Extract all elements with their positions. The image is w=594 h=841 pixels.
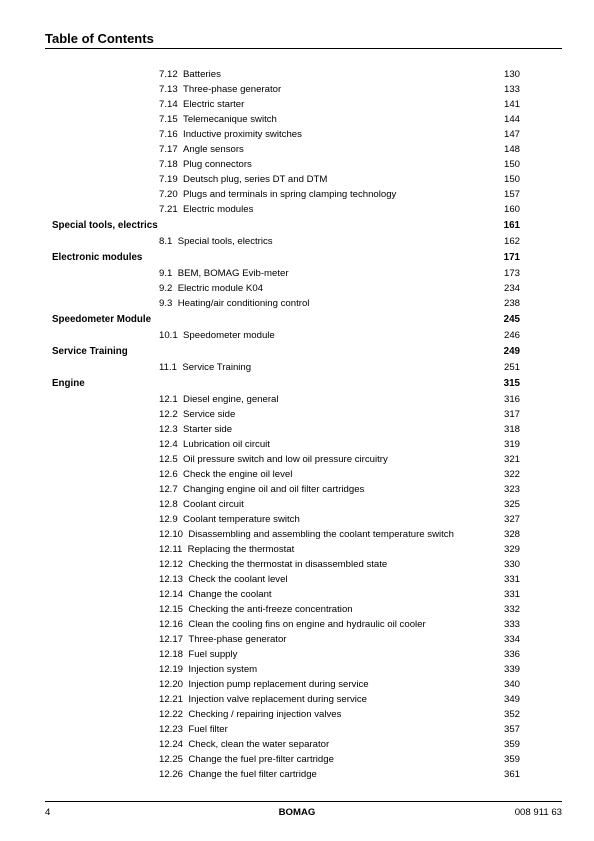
toc-page-number: 251 <box>503 362 520 373</box>
toc-page-number: 173 <box>503 268 520 279</box>
toc-entry-row[interactable] <box>0 527 594 542</box>
toc-entry-number: 7.13 <box>159 84 178 95</box>
header-rule <box>45 48 562 49</box>
toc-page-number: 246 <box>503 330 520 341</box>
footer-page-number: 4 <box>45 807 51 818</box>
toc-page-number: 321 <box>503 454 520 465</box>
toc-entry-title <box>159 437 270 452</box>
toc-entry-title <box>159 677 369 692</box>
toc-entry-number: 11.1 <box>159 362 177 373</box>
toc-entry-title <box>159 692 367 707</box>
toc-entry-title <box>159 202 253 217</box>
toc-entry-text: Injection system <box>188 664 258 675</box>
toc-entry-text: Deutsch plug, series DT and DTM <box>183 174 328 185</box>
toc-entry-text: Three-phase generator <box>188 634 287 645</box>
toc-page-number: 148 <box>503 144 520 155</box>
toc-entry-title <box>159 617 426 632</box>
toc-entry-number: 12.20 <box>159 679 184 690</box>
toc-entry-number: 12.13 <box>159 574 184 585</box>
toc-entry-text: Plug connectors <box>183 159 252 170</box>
toc-entry-number: 10.1 <box>159 330 178 341</box>
toc-entry-number: 12.25 <box>159 754 184 765</box>
toc-entry-text: Fuel filter <box>188 724 228 735</box>
toc-list <box>0 67 594 782</box>
footer-brand: BOMAG <box>278 807 316 818</box>
toc-page-number: 322 <box>503 469 520 480</box>
footer-rule <box>45 801 562 802</box>
toc-entry-row[interactable] <box>0 452 594 467</box>
toc-entry-text: Starter side <box>183 424 233 435</box>
toc-entry-title <box>159 632 287 647</box>
page-title: Table of Contents <box>45 31 154 46</box>
toc-entry-number: 7.19 <box>159 174 178 185</box>
toc-page-number: 340 <box>503 679 520 690</box>
toc-entry-text: Inductive proximity switches <box>183 129 302 140</box>
toc-page-number: 319 <box>503 439 520 450</box>
toc-entry-row[interactable] <box>0 234 594 249</box>
toc-page-number: 234 <box>503 283 520 294</box>
toc-entry-number: 7.15 <box>159 114 178 125</box>
toc-entry-text: Speedometer module <box>183 330 275 341</box>
toc-page-number: 331 <box>503 574 520 585</box>
toc-entry-number: 12.12 <box>159 559 184 570</box>
toc-entry-title <box>159 281 263 296</box>
toc-entry-row[interactable] <box>0 360 594 375</box>
toc-entry-number: 12.17 <box>159 634 184 645</box>
toc-page-number: 147 <box>503 129 520 140</box>
toc-page-number: 329 <box>503 544 520 555</box>
toc-entry-number: 12.19 <box>159 664 184 675</box>
toc-entry-row[interactable] <box>0 752 594 767</box>
toc-entry-row[interactable] <box>0 482 594 497</box>
toc-section-title: Service Training <box>52 346 128 357</box>
toc-page-number: 160 <box>503 204 520 215</box>
toc-entry-number: 12.5 <box>159 454 178 465</box>
toc-entry-text: Diesel engine, general <box>183 394 279 405</box>
toc-entry-row[interactable] <box>0 662 594 677</box>
toc-entry-number: 12.10 <box>159 529 184 540</box>
toc-entry-title <box>159 737 329 752</box>
toc-entry-title <box>159 497 244 512</box>
toc-page-number: 171 <box>503 252 520 263</box>
toc-entry-row[interactable] <box>0 767 594 782</box>
toc-entry-text: Oil pressure switch and low oil pressure circuitry <box>183 454 388 465</box>
toc-entry-row[interactable] <box>0 572 594 587</box>
toc-page-number: 334 <box>503 634 520 645</box>
toc-entry-number: 12.22 <box>159 709 184 720</box>
toc-entry-text: Batteries <box>183 69 221 80</box>
toc-entry-title <box>159 587 272 602</box>
toc-entry-text: Check the engine oil level <box>183 469 293 480</box>
toc-page-number: 357 <box>503 724 520 735</box>
toc-entry-title <box>159 97 244 112</box>
toc-entry-title <box>159 527 454 542</box>
toc-page-number: 332 <box>503 604 520 615</box>
toc-entry-text: Injection pump replacement during service <box>188 679 369 690</box>
toc-entry-text: Lubrication oil circuit <box>183 439 270 450</box>
toc-entry-row[interactable] <box>0 677 594 692</box>
toc-section-title: Special tools, electrics <box>52 220 158 231</box>
toc-entry-row[interactable] <box>0 557 594 572</box>
toc-entry-row[interactable] <box>0 722 594 737</box>
toc-entry-title <box>159 557 387 572</box>
toc-page-number: 333 <box>503 619 520 630</box>
toc-page-number: 150 <box>503 174 520 185</box>
toc-entry-row[interactable] <box>0 467 594 482</box>
toc-entry-text: Checking / repairing injection valves <box>188 709 342 720</box>
toc-page-number: 130 <box>503 69 520 80</box>
toc-page-number: 133 <box>503 84 520 95</box>
toc-entry-number: 12.18 <box>159 649 184 660</box>
toc-entry-row[interactable] <box>0 172 594 187</box>
toc-entry-text: Coolant circuit <box>183 499 244 510</box>
toc-entry-row[interactable] <box>0 632 594 647</box>
toc-entry-number: 12.14 <box>159 589 184 600</box>
toc-entry-text: BEM, BOMAG Evib-meter <box>177 268 289 279</box>
toc-entry-title <box>159 67 221 82</box>
toc-entry-row[interactable] <box>0 202 594 217</box>
toc-page-number: 157 <box>503 189 520 200</box>
toc-entry-title <box>159 296 309 311</box>
toc-entry-number: 12.3 <box>159 424 178 435</box>
toc-page-number: 316 <box>503 394 520 405</box>
toc-entry-title <box>159 647 237 662</box>
toc-entry-number: 12.4 <box>159 439 178 450</box>
toc-entry-text: Electric module K04 <box>177 283 264 294</box>
toc-page-number: 349 <box>503 694 520 705</box>
toc-entry-text: Check, clean the water separator <box>188 739 330 750</box>
toc-entry-number: 9.3 <box>159 298 173 309</box>
toc-entry-row[interactable] <box>0 437 594 452</box>
toc-entry-row[interactable] <box>0 157 594 172</box>
toc-entry-text: Angle sensors <box>183 144 244 155</box>
toc-page-number: 352 <box>503 709 520 720</box>
toc-entry-row[interactable] <box>0 187 594 202</box>
toc-entry-title <box>159 360 251 375</box>
toc-section-row[interactable] <box>0 375 594 392</box>
toc-entry-row[interactable] <box>0 587 594 602</box>
toc-entry-number: 12.8 <box>159 499 178 510</box>
toc-entry-row[interactable] <box>0 407 594 422</box>
toc-entry-title <box>159 172 327 187</box>
toc-entry-text: Plugs and terminals in spring clamping technology <box>183 189 397 200</box>
toc-entry-number: 7.12 <box>159 69 178 80</box>
toc-entry-number: 12.2 <box>159 409 178 420</box>
toc-entry-row[interactable] <box>0 296 594 311</box>
toc-entry-title <box>159 767 317 782</box>
toc-page-number: 162 <box>503 236 520 247</box>
toc-entry-title <box>159 266 289 281</box>
toc-entry-number: 7.21 <box>159 204 178 215</box>
toc-entry-text: Checking the thermostat in disassembled state <box>188 559 388 570</box>
toc-entry-text: Disassembling and assembling the coolant temperature switch <box>188 529 454 540</box>
toc-section-row[interactable] <box>0 217 594 234</box>
toc-entry-number: 12.1 <box>159 394 178 405</box>
toc-entry-text: Electric modules <box>183 204 254 215</box>
toc-entry-row[interactable] <box>0 112 594 127</box>
toc-entry-title <box>159 142 244 157</box>
toc-entry-title <box>159 662 257 677</box>
toc-entry-text: Clean the cooling fins on engine and hydraulic oil cooler <box>188 619 426 630</box>
toc-section-title: Electronic modules <box>52 252 143 263</box>
toc-entry-title <box>159 452 388 467</box>
toc-page-number: 331 <box>503 589 520 600</box>
toc-entry-title <box>159 328 275 343</box>
toc-entry-number: 8.1 <box>159 236 173 247</box>
toc-entry-row[interactable] <box>0 82 594 97</box>
toc-entry-text: Change the fuel pre-filter cartridge <box>188 754 334 765</box>
toc-entry-text: Coolant temperature switch <box>183 514 300 525</box>
toc-entry-title <box>159 602 353 617</box>
toc-entry-row[interactable] <box>0 392 594 407</box>
toc-entry-number: 9.2 <box>159 283 173 294</box>
toc-entry-text: Electric starter <box>183 99 245 110</box>
toc-entry-number: 7.17 <box>159 144 178 155</box>
toc-entry-title <box>159 187 396 202</box>
toc-entry-number: 9.1 <box>159 268 173 279</box>
toc-entry-row[interactable] <box>0 422 594 437</box>
toc-entry-text: Changing engine oil and oil filter cartridges <box>183 484 365 495</box>
toc-entry-row[interactable] <box>0 97 594 112</box>
toc-entry-text: Replacing the thermostat <box>187 544 295 555</box>
toc-entry-number: 7.20 <box>159 189 178 200</box>
toc-entry-title <box>159 82 281 97</box>
toc-entry-title <box>159 722 228 737</box>
toc-entry-row[interactable] <box>0 707 594 722</box>
toc-entry-text: Special tools, electrics <box>177 236 273 247</box>
toc-page-number: 238 <box>503 298 520 309</box>
toc-entry-text: Checking the anti-freeze concentration <box>188 604 353 615</box>
toc-entry-number: 12.7 <box>159 484 178 495</box>
toc-entry-row[interactable] <box>0 67 594 82</box>
toc-section-row[interactable] <box>0 249 594 266</box>
toc-entry-title <box>159 157 252 172</box>
toc-entry-title <box>159 127 302 142</box>
toc-section-title: Speedometer Module <box>52 314 152 325</box>
toc-entry-title <box>159 752 334 767</box>
toc-entry-text: Check the coolant level <box>188 574 288 585</box>
footer-doc-number: 008 911 63 <box>514 807 562 818</box>
toc-page-number: 161 <box>503 220 520 231</box>
toc-entry-title <box>159 422 232 437</box>
toc-entry-number: 7.14 <box>159 99 178 110</box>
toc-entry-row[interactable] <box>0 127 594 142</box>
toc-page-number: 323 <box>503 484 520 495</box>
toc-entry-number: 12.26 <box>159 769 184 780</box>
toc-page-number: 317 <box>503 409 520 420</box>
toc-entry-title <box>159 467 292 482</box>
toc-entry-text: Injection valve replacement during service <box>188 694 368 705</box>
toc-entry-row[interactable] <box>0 512 594 527</box>
toc-entry-row[interactable] <box>0 692 594 707</box>
toc-entry-row[interactable] <box>0 142 594 157</box>
toc-page-number: 150 <box>503 159 520 170</box>
toc-page-number: 339 <box>503 664 520 675</box>
toc-page-number: 327 <box>503 514 520 525</box>
toc-entry-text: Change the fuel filter cartridge <box>188 769 317 780</box>
toc-entry-number: 12.23 <box>159 724 184 735</box>
toc-entry-row[interactable] <box>0 647 594 662</box>
toc-entry-title <box>159 392 279 407</box>
toc-entry-row[interactable] <box>0 497 594 512</box>
toc-section-row[interactable] <box>0 343 594 360</box>
toc-entry-number: 12.16 <box>159 619 184 630</box>
toc-entry-title <box>159 707 341 722</box>
toc-entry-text: Telemecanique switch <box>183 114 277 125</box>
toc-section-row[interactable] <box>0 311 594 328</box>
toc-entry-number: 12.15 <box>159 604 184 615</box>
toc-entry-title <box>159 234 273 249</box>
toc-entry-text: Service Training <box>182 362 252 373</box>
toc-page-number: 359 <box>503 739 520 750</box>
toc-page-number: 361 <box>503 769 520 780</box>
toc-page-number: 330 <box>503 559 520 570</box>
toc-entry-number: 12.11 <box>159 544 183 555</box>
toc-page-number: 249 <box>503 346 520 357</box>
toc-page-number: 325 <box>503 499 520 510</box>
toc-entry-number: 12.21 <box>159 694 184 705</box>
toc-entry-row[interactable] <box>0 281 594 296</box>
toc-section-title: Engine <box>52 378 85 389</box>
toc-page-number: 328 <box>503 529 520 540</box>
toc-entry-text: Change the coolant <box>188 589 272 600</box>
toc-entry-row[interactable] <box>0 328 594 343</box>
toc-page-number: 336 <box>503 649 520 660</box>
toc-entry-row[interactable] <box>0 617 594 632</box>
toc-entry-title <box>159 407 235 422</box>
toc-entry-text: Three-phase generator <box>183 84 282 95</box>
toc-page-number: 141 <box>503 99 520 110</box>
toc-entry-row[interactable] <box>0 542 594 557</box>
toc-page-number: 359 <box>503 754 520 765</box>
toc-entry-row[interactable] <box>0 266 594 281</box>
toc-page-number: 318 <box>503 424 520 435</box>
toc-entry-text: Service side <box>183 409 236 420</box>
toc-entry-number: 12.24 <box>159 739 184 750</box>
toc-page-number: 245 <box>503 314 520 325</box>
toc-page-number: 315 <box>503 378 520 389</box>
toc-entry-title <box>159 572 288 587</box>
toc-entry-number: 12.9 <box>159 514 178 525</box>
toc-entry-row[interactable] <box>0 602 594 617</box>
toc-entry-title <box>159 112 277 127</box>
toc-entry-number: 7.16 <box>159 129 178 140</box>
toc-entry-title <box>159 542 294 557</box>
toc-entry-text: Heating/air conditioning control <box>177 298 310 309</box>
toc-entry-text: Fuel supply <box>188 649 238 660</box>
toc-entry-row[interactable] <box>0 737 594 752</box>
toc-entry-number: 12.6 <box>159 469 178 480</box>
toc-entry-number: 7.18 <box>159 159 178 170</box>
toc-entry-title <box>159 482 364 497</box>
toc-page-number: 144 <box>503 114 520 125</box>
toc-entry-title <box>159 512 300 527</box>
